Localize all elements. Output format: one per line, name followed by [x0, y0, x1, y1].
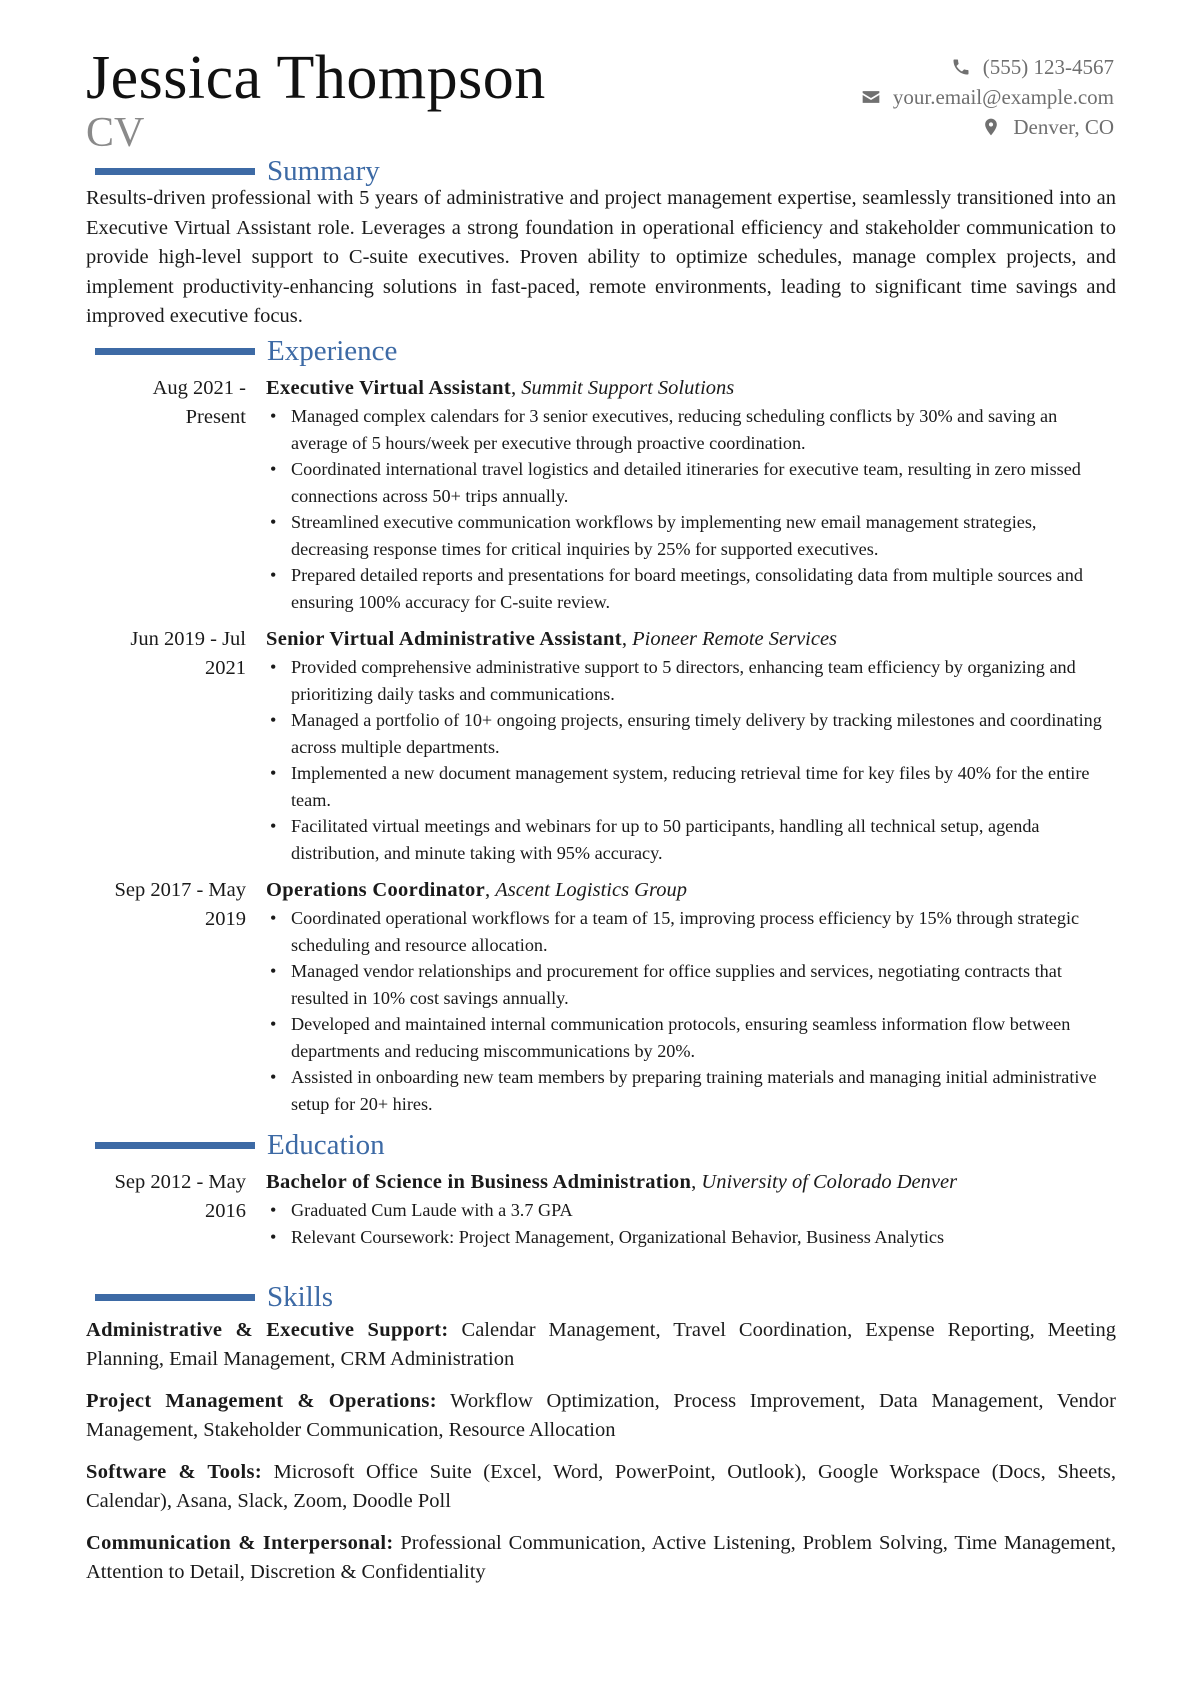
map-pin-icon	[981, 117, 1001, 137]
list-item: • Graduated Cum Laude with a 3.7 GPA	[266, 1197, 1116, 1224]
summary-paragraph: Results-driven professional with 5 years of administrative and project management expertise, seamlessly transitioned into an Executive Virtual Assistant role. Leverages a strong foundation in operational efficiency and stakeholder communication to provide high-level support to C-suite executives. Proven ability to optimize schedules, manage complex projects, and implement productivity-enhancing solutions in fast-paced, remote environments, leading to significant time savings and improved executive focus.	[86, 187, 1116, 327]
date-end: 2016	[205, 1200, 246, 1222]
skill-items: Professional Communication, Active Listening, Problem Solving, Time Management, Attention to Detail, Discretion & Confidentiality	[86, 1532, 1117, 1583]
section-title: Summary	[267, 154, 380, 187]
section-accent-bar	[95, 1142, 255, 1149]
section-heading-experience	[95, 334, 397, 368]
contact-email[interactable]	[861, 82, 1114, 112]
date-start: Jun 2019 - Jul	[130, 628, 246, 650]
job-title: Senior Virtual Administrative Assistant	[266, 628, 622, 650]
section-title: Experience	[267, 334, 398, 367]
skill-category: Administrative & Executive Support:	[86, 1319, 449, 1341]
date-end: 2021	[205, 657, 246, 679]
entry-role: Operations Coordinator, Ascent Logistics Group	[266, 879, 687, 901]
skill-row	[86, 1387, 1116, 1445]
bullet-list	[266, 403, 1116, 615]
skill-items: Microsoft Office Suite (Excel, Word, PowerPoint, Outlook), Google Workspace (Docs, Sheets, Calendar), Asana, Slack, Zoom, Doodle Poll	[86, 1461, 1117, 1512]
entry-date	[86, 876, 246, 934]
date-start: Sep 2017 - May	[114, 879, 246, 901]
organization: Pioneer Remote Services	[632, 628, 838, 650]
list-item: • Streamlined executive communication workflows by implementing new email management strategies, decreasing response times for critical inquiries by 25% for supported executives.	[266, 509, 1116, 562]
list-item: • Managed complex calendars for 3 senior executives, reducing scheduling conflicts by 30% and saving an average of 5 hours/week per executive through proactive coordination.	[266, 403, 1116, 456]
entry-date	[86, 625, 246, 683]
contact-phone[interactable]	[861, 52, 1114, 82]
bullet-list	[266, 1197, 1116, 1250]
document-type: CV	[86, 110, 145, 156]
organization: Summit Support Solutions	[521, 377, 735, 399]
degree-title: Bachelor of Science in Business Administration	[266, 1171, 692, 1193]
phone-icon	[951, 57, 971, 77]
skill-items: Calendar Management, Travel Coordination, Expense Reporting, Meeting Planning, Email Management, CRM Administration	[86, 1319, 1117, 1370]
list-item: • Provided comprehensive administrative support to 5 directors, enhancing team efficiency by organizing and prioritizing daily tasks and communications.	[266, 654, 1116, 707]
job-title: Operations Coordinator	[266, 879, 485, 901]
skill-row	[86, 1458, 1116, 1516]
date-start: Aug 2021 -	[152, 377, 246, 399]
job-title: Executive Virtual Assistant	[266, 377, 511, 399]
location-text: Denver, CO	[1013, 114, 1114, 139]
skill-category: Software & Tools:	[86, 1461, 262, 1483]
contact-block	[861, 52, 1114, 142]
skill-category: Communication & Interpersonal:	[86, 1532, 394, 1554]
date-start: Sep 2012 - May	[114, 1171, 246, 1193]
list-item: • Prepared detailed reports and presentations for board meetings, consolidating data from multiple sources and ensuring 100% accuracy for C-suite review.	[266, 562, 1116, 615]
list-item: • Assisted in onboarding new team members by preparing training materials and managing initial administrative setup for 20+ hires.	[266, 1064, 1116, 1117]
list-item: • Coordinated operational workflows for a team of 15, improving process efficiency by 15% through strategic scheduling and resource allocation.	[266, 905, 1116, 958]
list-item: • Facilitated virtual meetings and webinars for up to 50 participants, handling all technical setup, agenda distribution, and minute taking with 95% accuracy.	[266, 813, 1116, 866]
section-title: Education	[267, 1128, 385, 1161]
skill-items: Workflow Optimization, Process Improvement, Data Management, Vendor Management, Stakeholder Communication, Resource Allocation	[86, 1390, 1116, 1441]
skill-row	[86, 1529, 1116, 1587]
section-heading-skills	[95, 1280, 333, 1314]
candidate-name: Jessica Thompson	[86, 44, 546, 112]
section-heading-education	[95, 1128, 385, 1162]
section-heading-summary	[95, 154, 380, 188]
bullet-list	[266, 654, 1116, 866]
section-title: Skills	[267, 1280, 334, 1313]
skill-row	[86, 1316, 1116, 1374]
email-text: your.email@example.com	[892, 84, 1114, 109]
envelope-icon	[861, 87, 881, 107]
contact-location	[861, 112, 1114, 142]
skills-list	[86, 1316, 1116, 1600]
list-item: • Managed a portfolio of 10+ ongoing projects, ensuring timely delivery by tracking milestones and coordinating across multiple departments.	[266, 707, 1116, 760]
skill-category: Project Management & Operations:	[86, 1390, 437, 1412]
entry-date	[86, 374, 246, 432]
list-item: • Implemented a new document management system, reducing retrieval time for key files by 40% for the entire team.	[266, 760, 1116, 813]
phone-text: (555) 123-4567	[982, 54, 1114, 79]
entry-role: Executive Virtual Assistant, Summit Support Solutions	[266, 377, 735, 399]
section-accent-bar	[95, 1294, 255, 1301]
section-accent-bar	[95, 168, 255, 175]
date-end: 2019	[205, 908, 246, 930]
section-accent-bar	[95, 348, 255, 355]
entry-role: Bachelor of Science in Business Administration, University of Colorado Denver	[266, 1171, 958, 1193]
entry-date	[86, 1168, 246, 1226]
organization: Ascent Logistics Group	[495, 879, 687, 901]
list-item: • Coordinated international travel logistics and detailed itineraries for executive team, resulting in zero missed connections across 50+ trips annually.	[266, 456, 1116, 509]
entry-role: Senior Virtual Administrative Assistant, Pioneer Remote Services	[266, 628, 838, 650]
date-end: Present	[185, 406, 246, 428]
list-item: • Developed and maintained internal communication protocols, ensuring seamless information flow between departments and reducing miscommunications by 20%.	[266, 1011, 1116, 1064]
list-item: • Managed vendor relationships and procurement for office supplies and services, negotiating contracts that resulted in 10% cost savings annually.	[266, 958, 1116, 1011]
list-item: • Relevant Coursework: Project Management, Organizational Behavior, Business Analytics	[266, 1224, 1116, 1251]
bullet-list	[266, 905, 1116, 1117]
institution: University of Colorado Denver	[701, 1171, 958, 1193]
